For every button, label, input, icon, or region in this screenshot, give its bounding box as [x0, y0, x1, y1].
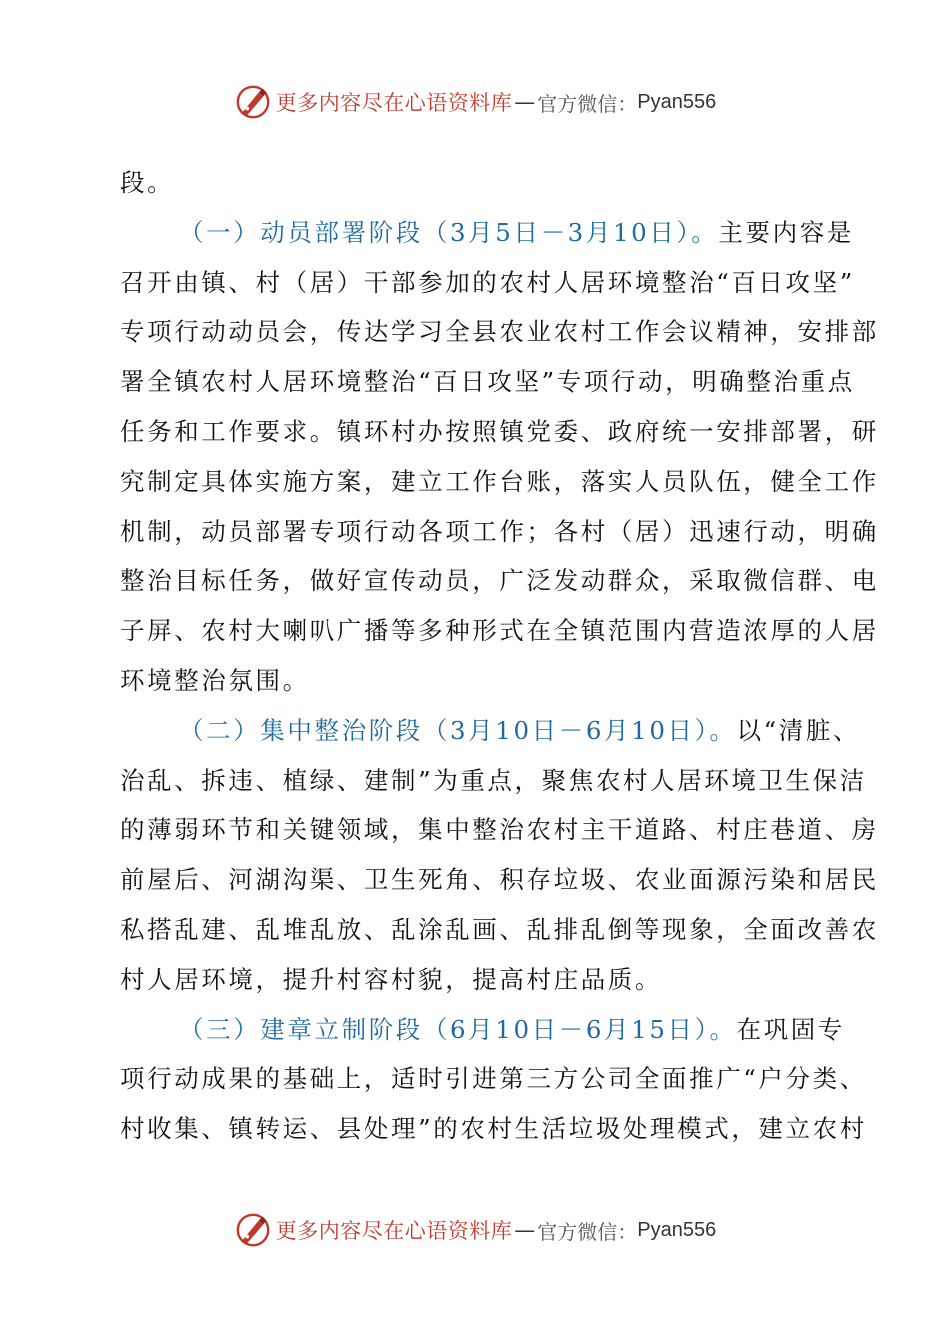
section-1-lead: 主要内容是 — [718, 217, 854, 247]
footer-banner-main: 更多内容尽在心语资料库 — [275, 1219, 513, 1243]
text-line: 前屋后、河湖沟渠、卫生死角、积存垃圾、农业面源污染和居民 — [120, 865, 879, 895]
header-banner-main: 更多内容尽在心语资料库 — [275, 91, 513, 115]
header-banner-tail: 官方微信： — [537, 91, 638, 116]
section-1-paragraph-start — [120, 208, 854, 258]
text-line: 机制，动员部署专项行动各项工作；各村（居）迅速行动，明确 — [120, 516, 879, 546]
footer-banner-separator: — — [514, 1218, 536, 1242]
section-3-lead: 在巩固专 — [736, 1014, 845, 1044]
pen-nib-logo-icon — [234, 83, 272, 121]
section-2-lead: 以“清脏、 — [736, 715, 861, 745]
text-line: 署全镇农村人居环境整治“百日攻坚”专项行动，明确整治重点 — [120, 367, 855, 397]
text-line: 任务和工作要求。镇环村办按照镇党委、政府统一安排部署，研 — [120, 416, 879, 446]
pen-nib-logo-icon — [234, 1211, 272, 1249]
section-2-heading: （二）集中整治阶段（3月10日－6月10日）。 — [179, 715, 737, 745]
text-line: 村收集、镇转运、县处理”的农村生活垃圾处理模式，建立农村 — [120, 1114, 867, 1144]
section-3-heading: （三）建章立制阶段（6月10日－6月15日）。 — [179, 1014, 737, 1044]
header-banner — [0, 82, 950, 122]
text-line: 专项行动动员会，传达学习全县农业农村工作会议精神，安排部 — [120, 317, 879, 347]
text-line: 究制定具体实施方案，建立工作台账，落实人员队伍，健全工作 — [120, 466, 879, 496]
section-1-heading: （一）动员部署阶段（3月5日－3月10日）。 — [179, 217, 719, 247]
text-line: 环境整治氛围。 — [120, 665, 310, 695]
section-3-paragraph-start — [120, 1005, 845, 1055]
text-line: 的薄弱环节和关键领域，集中整治农村主干道路、村庄巷道、房 — [120, 815, 879, 845]
document-body — [120, 158, 879, 1154]
text-line: 召开由镇、村（居）干部参加的农村人居环境整治“百日攻坚” — [120, 267, 855, 297]
header-banner-wechat: Pyan556 — [637, 90, 717, 113]
text-line: 整治目标任务，做好宣传动员，广泛发动群众，采取微信群、电 — [120, 566, 879, 596]
text-line: 子屏、农村大喇叭广播等多种形式在全镇范围内营造浓厚的人居 — [120, 616, 879, 646]
footer-banner-wechat: Pyan556 — [637, 1218, 717, 1241]
text-line: 私搭乱建、乱堆乱放、乱涂乱画、乱排乱倒等现象，全面改善农 — [120, 914, 879, 944]
footer-banner — [0, 1210, 950, 1250]
section-2-paragraph-start — [120, 706, 861, 756]
footer-banner-tail: 官方微信： — [537, 1219, 638, 1244]
text-line: 项行动成果的基础上，适时引进第三方公司全面推广“户分类、 — [120, 1064, 867, 1094]
text-line: 村人居环境，提升村容村貌，提高村庄品质。 — [120, 964, 662, 994]
text-line: 治乱、拆违、植绿、建制”为重点，聚焦农村人居环境卫生保洁 — [120, 765, 867, 795]
text-line: 段。 — [120, 168, 175, 197]
header-banner-separator: — — [514, 90, 536, 114]
